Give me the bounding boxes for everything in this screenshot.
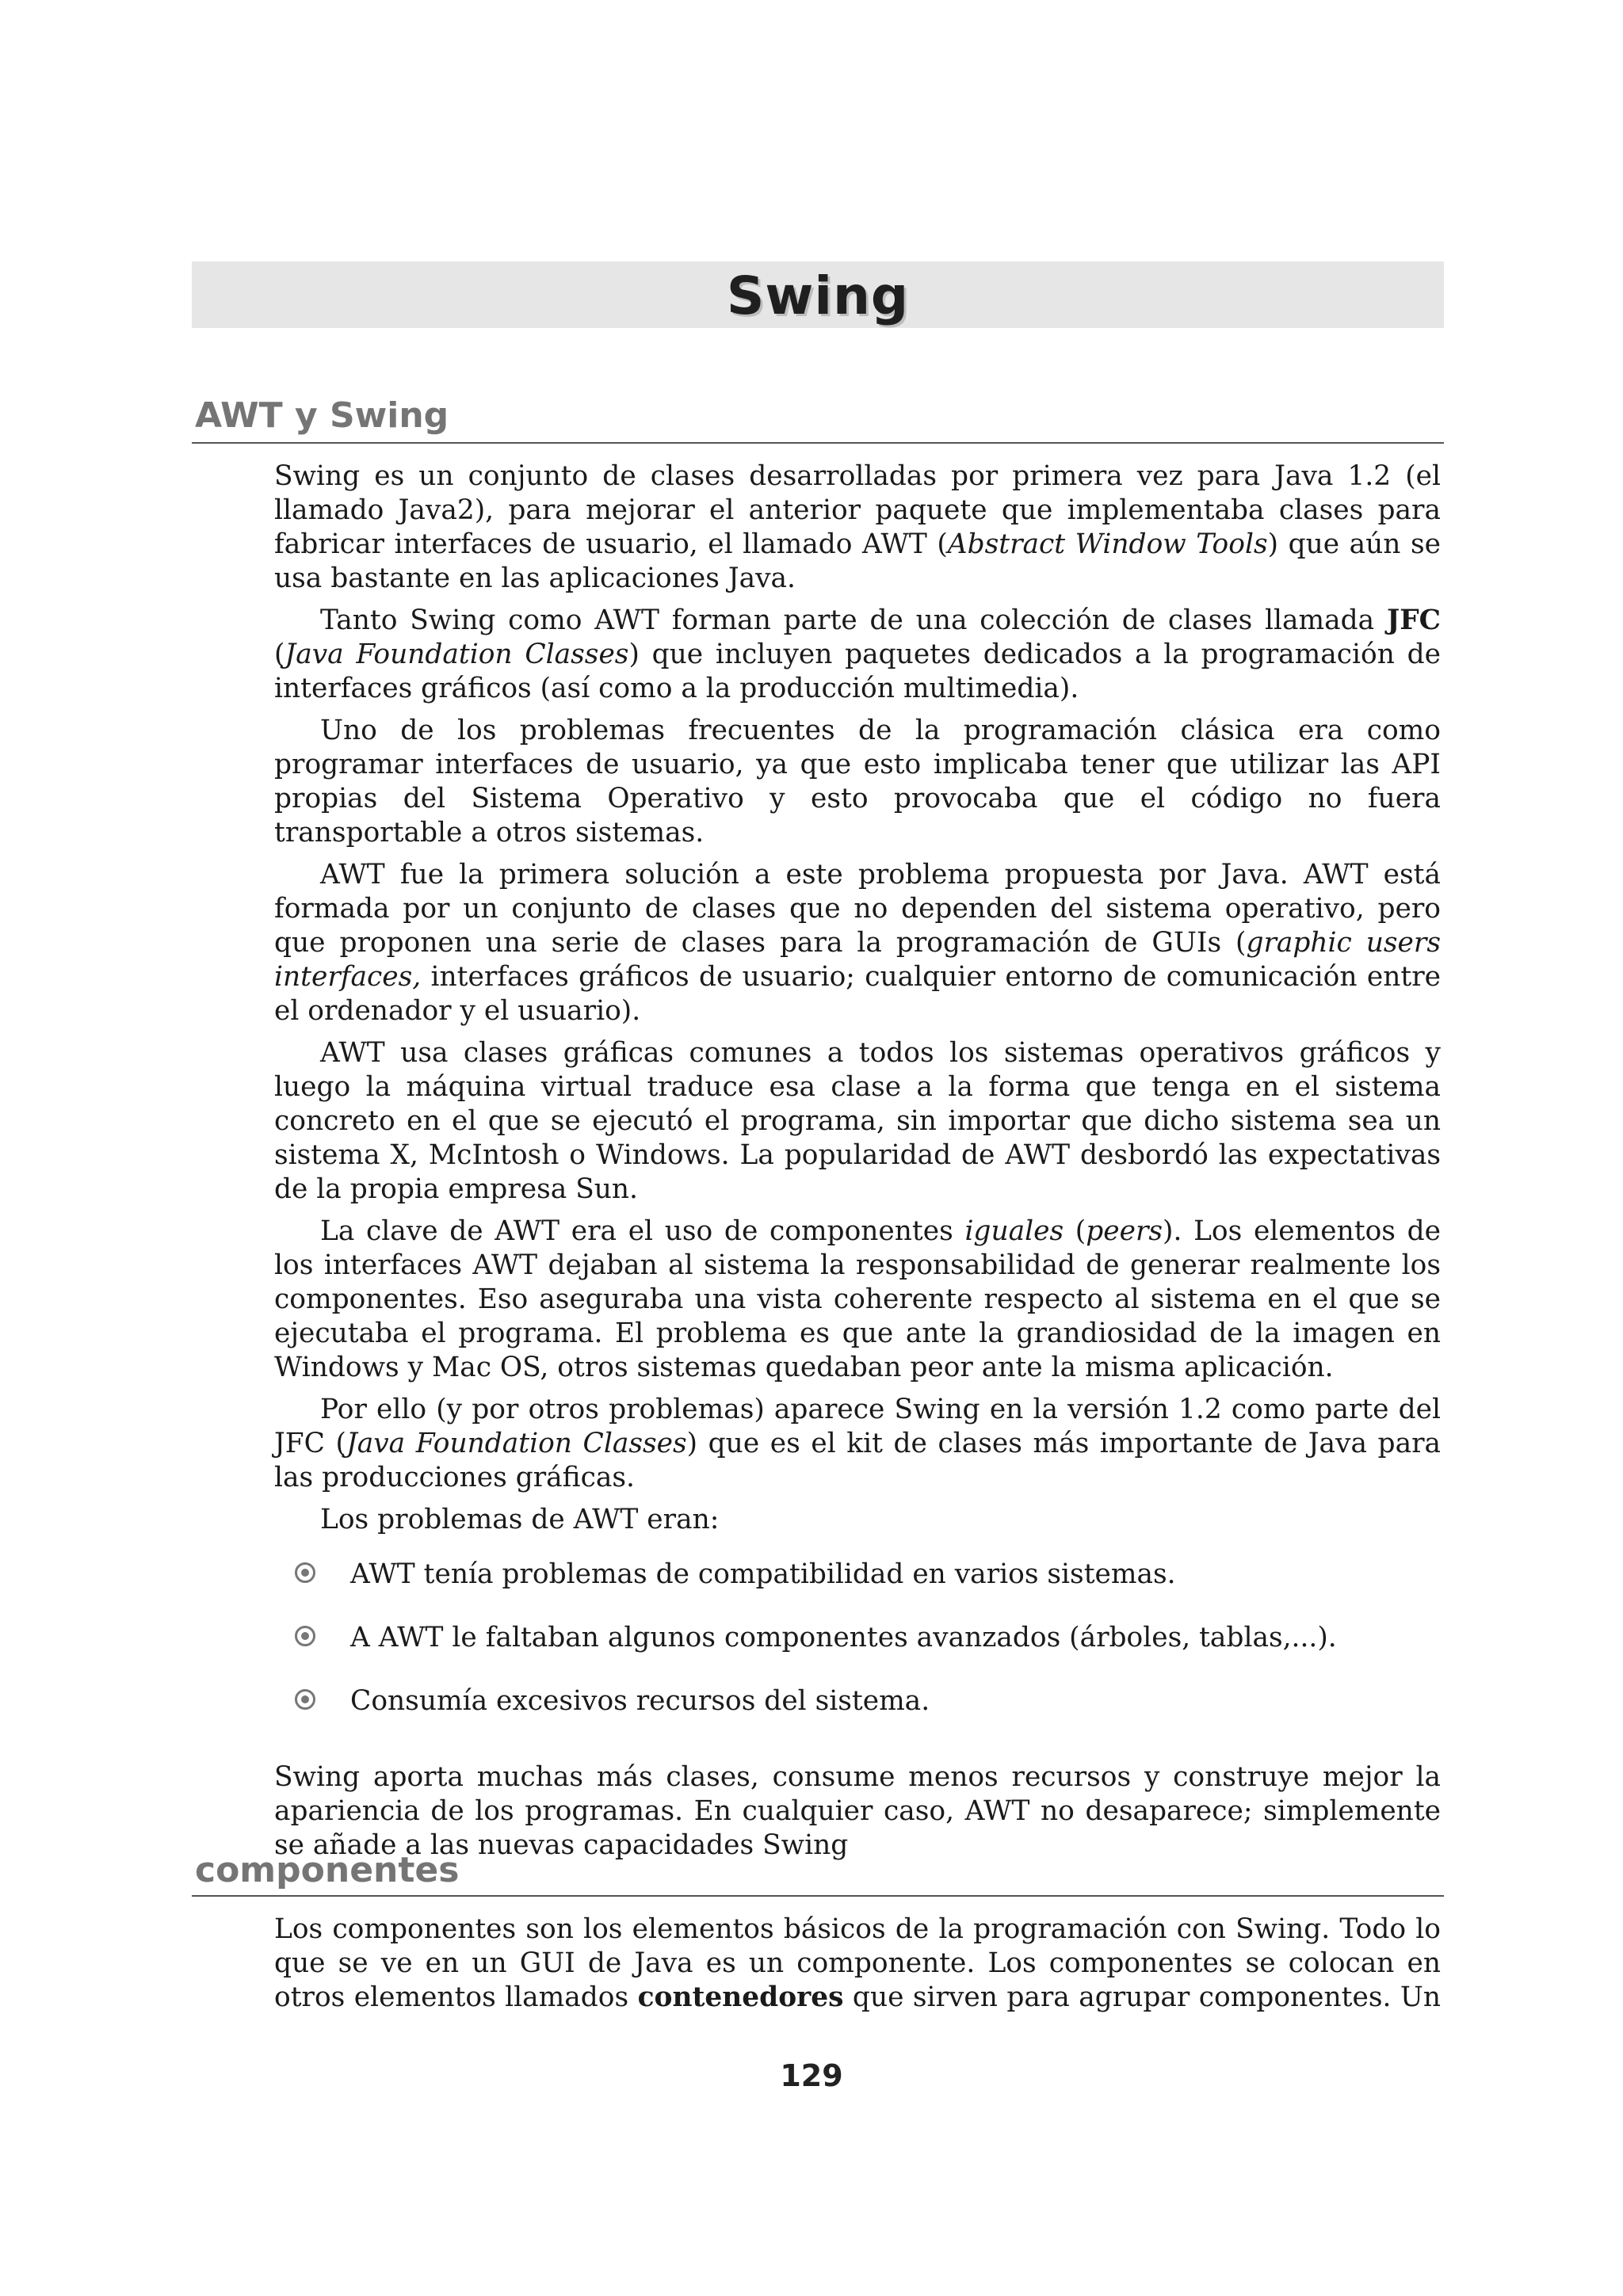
section-componentes-body bbox=[274, 1913, 1441, 2023]
awt-problems-list bbox=[274, 1558, 1441, 1748]
paragraph: Tanto Swing como AWT forman parte de una colección de clases llamada JFC (Java Foundation Classes) que incluyen paquetes dedicados a la programación de interfaces gráficos (así como a la producción multimedia). bbox=[274, 605, 1442, 704]
paragraph: Swing aporta muchas más clases, consume menos recursos y construye mejor la apariencia de los programas. En cualquier caso, AWT no desaparece; simplemente se añade a las nuevas capacidades Swing bbox=[274, 1761, 1441, 1861]
section-title-componentes: componentes bbox=[195, 1850, 460, 1890]
paragraph: La clave de AWT era el uso de componentes iguales (peers). Los elementos de los interfaces AWT dejaban al sistema la responsabilidad de generar realmente los componentes. Eso aseguraba una vista coherente respecto al sistema en el que se ejecutaba el programa. El problema es que ante la grandiosidad de la imagen en Windows y Mac OS, otros sistemas quedaban peor ante la misma aplicación. bbox=[274, 1215, 1441, 1383]
section-title-awt-swing: AWT y Swing bbox=[195, 395, 449, 436]
radio-bullet-icon bbox=[295, 1562, 315, 1583]
chapter-title: Swing bbox=[726, 265, 910, 326]
radio-bullet-icon bbox=[295, 1689, 315, 1710]
page-number: 129 bbox=[780, 2058, 843, 2093]
section-awt-swing-body bbox=[274, 460, 1441, 1871]
paragraph: Swing es un conjunto de clases desarrolladas por primera vez para Java 1.2 (el llamado Java2), para mejorar el anterior paquete que implementaba clases para fabricar interfaces de usuario, el llamado AWT (Abstract Window Tools) que aún se usa bastante en las aplicaciones Java. bbox=[274, 460, 1441, 594]
section-rule bbox=[192, 442, 1444, 444]
radio-bullet-icon bbox=[295, 1626, 315, 1646]
list-item: A AWT le faltaban algunos componentes avanzados (árboles, tablas,...). bbox=[274, 1621, 1441, 1684]
paragraph: AWT fue la primera solución a este problema propuesta por Java. AWT está formada por un conjunto de clases que no dependen del sistema operativo, pero que proponen una serie de clases para la programación de GUIs (graphic users interfaces, interfaces gráficos de usuario; cualquier entorno de comunicación entre el ordenador y el usuario). bbox=[274, 859, 1441, 1027]
paragraph: Por ello (y por otros problemas) aparece Swing en la versión 1.2 como parte del JFC (Java Foundation Classes) que es el kit de clases más importante de Java para las producciones gráficas. bbox=[274, 1394, 1442, 1493]
paragraph: Uno de los problemas frecuentes de la programación clásica era como programar interfaces de usuario, ya que esto implicaba tener que utilizar las API propias del Sistema Operativo y esto provocaba que el código no fuera transportable a otros sistemas. bbox=[274, 715, 1441, 849]
paragraph: Los componentes son los elementos básicos de la programación con Swing. Todo lo que se ve en un GUI de Java es un componente. Los componentes se colocan en otros elementos llamados contenedores que sirven para agrupar componentes. Un bbox=[274, 1913, 1442, 2013]
list-item: AWT tenía problemas de compatibilidad en varios sistemas. bbox=[274, 1558, 1441, 1621]
paragraph: AWT usa clases gráficas comunes a todos los sistemas operativos gráficos y luego la máquina virtual traduce esa clase a la forma que tenga en el sistema concreto en el que se ejecutó el programa, sin importar que dicho sistema sea un sistema X, McIntosh o Windows. La popularidad de AWT desbordó las expectativas de la propia empresa Sun. bbox=[274, 1037, 1441, 1205]
chapter-title-bar bbox=[192, 261, 1444, 328]
paragraph: Los problemas de AWT eran: bbox=[320, 1504, 720, 1535]
list-item: Consumía excesivos recursos del sistema. bbox=[274, 1684, 1441, 1748]
section-rule bbox=[192, 1895, 1444, 1897]
